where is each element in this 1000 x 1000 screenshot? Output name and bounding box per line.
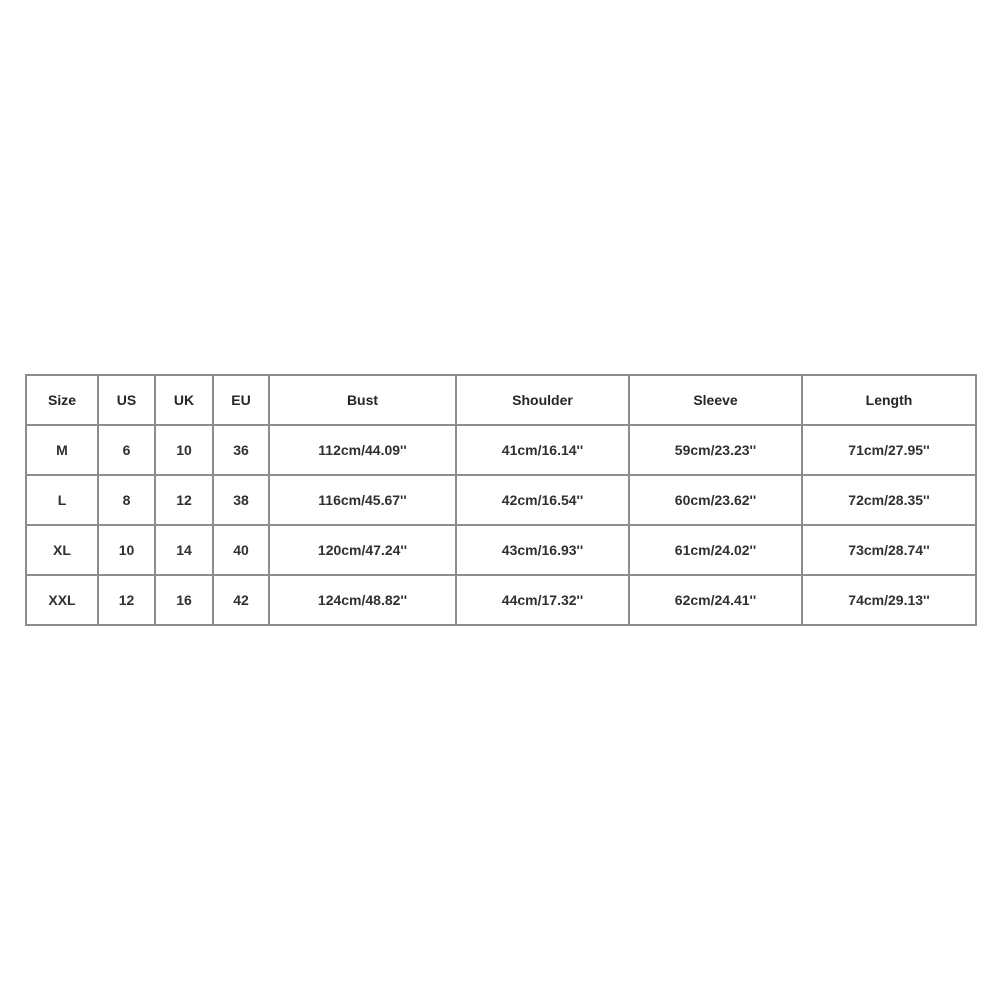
header-length: Length [802,375,976,425]
cell-sleeve: 62cm/24.41'' [629,575,802,625]
cell-length: 74cm/29.13'' [802,575,976,625]
table-row [26,475,976,525]
cell-length: 73cm/28.74'' [802,525,976,575]
cell-us: 10 [98,525,155,575]
cell-eu: 42 [213,575,269,625]
cell-size: L [26,475,98,525]
cell-bust: 112cm/44.09'' [269,425,456,475]
cell-shoulder: 42cm/16.54'' [456,475,629,525]
cell-length: 71cm/27.95'' [802,425,976,475]
cell-uk: 10 [155,425,213,475]
cell-bust: 120cm/47.24'' [269,525,456,575]
cell-size: XXL [26,575,98,625]
cell-sleeve: 59cm/23.23'' [629,425,802,475]
cell-size: XL [26,525,98,575]
cell-sleeve: 61cm/24.02'' [629,525,802,575]
cell-eu: 36 [213,425,269,475]
cell-size: M [26,425,98,475]
cell-eu: 40 [213,525,269,575]
table-row [26,425,976,475]
header-sleeve: Sleeve [629,375,802,425]
header-uk: UK [155,375,213,425]
cell-sleeve: 60cm/23.62'' [629,475,802,525]
cell-shoulder: 43cm/16.93'' [456,525,629,575]
header-shoulder: Shoulder [456,375,629,425]
cell-us: 8 [98,475,155,525]
table-row [26,575,976,625]
cell-bust: 116cm/45.67'' [269,475,456,525]
cell-eu: 38 [213,475,269,525]
cell-uk: 14 [155,525,213,575]
header-bust: Bust [269,375,456,425]
header-size: Size [26,375,98,425]
cell-uk: 12 [155,475,213,525]
cell-us: 12 [98,575,155,625]
size-chart-table [25,374,977,626]
cell-shoulder: 44cm/17.32'' [456,575,629,625]
header-row [26,375,976,425]
cell-uk: 16 [155,575,213,625]
cell-us: 6 [98,425,155,475]
header-eu: EU [213,375,269,425]
cell-length: 72cm/28.35'' [802,475,976,525]
cell-bust: 124cm/48.82'' [269,575,456,625]
table-row [26,525,976,575]
header-us: US [98,375,155,425]
cell-shoulder: 41cm/16.14'' [456,425,629,475]
